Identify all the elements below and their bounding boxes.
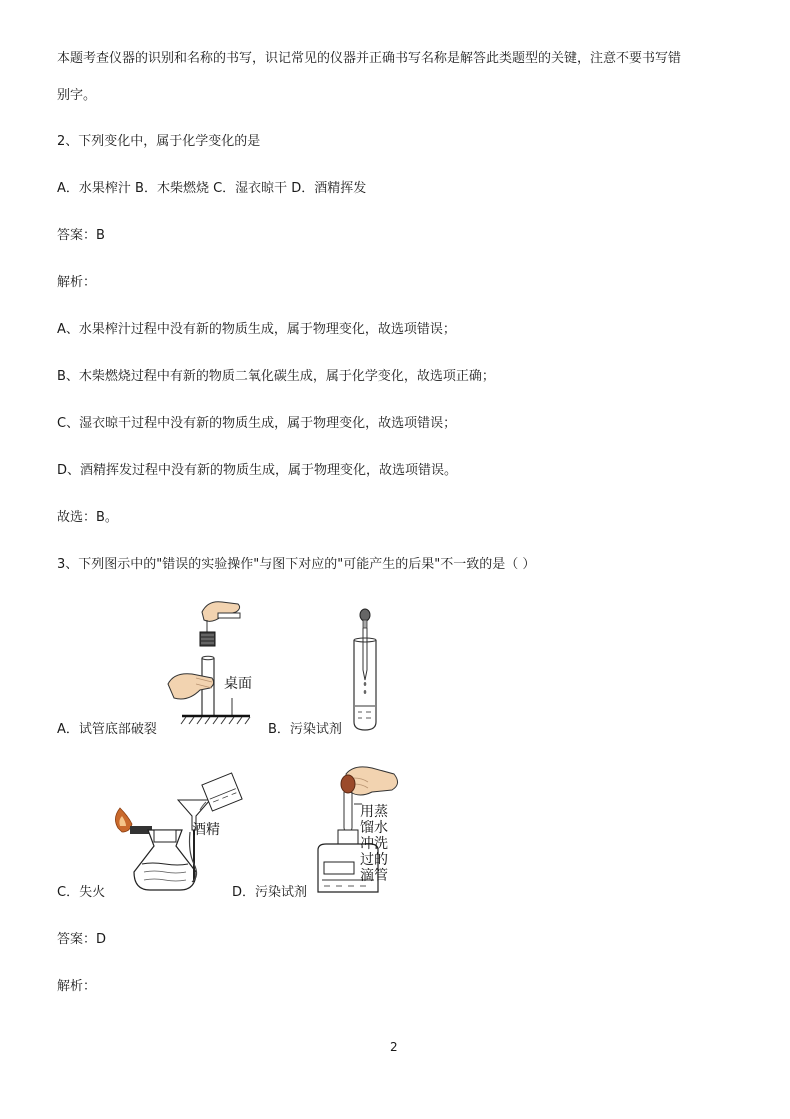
figure-d-label-line-2: 馏水 [360, 820, 388, 836]
intro-line-1: 本题考查仪器的识别和名称的书写，识记常见的仪器并正确书写名称是解答此类题型的关键，注意不要书写错 [57, 51, 682, 66]
q2-analysis-label: 解析： [57, 275, 97, 290]
figure-d-label-line-4: 过的 [360, 852, 388, 868]
q2-question: 2、下列变化中，属于化学变化的是 [57, 134, 261, 149]
figure-c-alcohol-lamp [110, 772, 252, 896]
q2-conclusion: 故选：B。 [57, 510, 118, 525]
q3-answer: 答案：D [57, 932, 107, 947]
figure-d-label-line-1: 用蒸 [360, 804, 388, 820]
figure-d-label-line-5: 滴管 [360, 868, 388, 884]
q2-options: A．水果榨汁 B．木柴燃烧 C．湿衣晾干 D．酒精挥发 [57, 181, 367, 196]
figure-c-alcohol-label: 酒精 [192, 822, 220, 838]
intro-line-2: 别字。 [57, 88, 97, 103]
page-number: 2 [390, 1040, 398, 1054]
figure-a-table-label: 桌面 [224, 676, 252, 692]
q3-option-a: A．试管底部破裂 [57, 722, 157, 737]
q2-analysis-d: D、酒精挥发过程中没有新的物质生成，属于物理变化，故选项错误。 [57, 463, 458, 478]
q2-analysis-c: C、湿衣晾干过程中没有新的物质生成，属于物理变化，故选项错误； [57, 416, 457, 431]
figure-d-label [360, 804, 390, 884]
q3-question: 3、下列图示中的"错误的实验操作"与图下对应的"可能产生的后果"不一致的是（ ） [57, 557, 536, 572]
figure-b-dropper-in-tube [350, 606, 380, 734]
q2-answer: 答案：B [57, 228, 105, 243]
q3-option-c: C．失火 [57, 885, 106, 900]
q3-analysis-label: 解析： [57, 979, 97, 994]
q2-analysis-a: A、水果榨汁过程中没有新的物质生成，属于物理变化，故选项错误； [57, 322, 456, 337]
q3-option-b: B．污染试剂 [268, 722, 342, 737]
figure-a-test-tube-on-table [160, 598, 260, 733]
q3-option-d: D．污染试剂 [232, 885, 308, 900]
q2-analysis-b: B、木柴燃烧过程中有新的物质二氧化碳生成，属于化学变化，故选项正确； [57, 369, 495, 384]
figure-d-label-line-3: 冲洗 [360, 836, 388, 852]
